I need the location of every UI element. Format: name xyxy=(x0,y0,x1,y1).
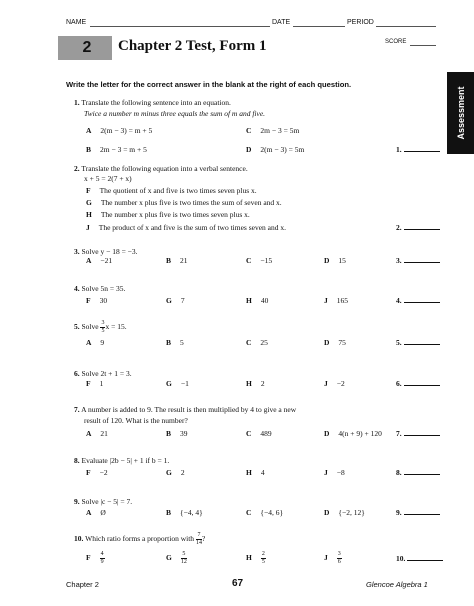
option-H[interactable]: H 4 xyxy=(246,468,265,477)
option-C[interactable]: C {−4, 6} xyxy=(246,508,284,517)
option-B[interactable]: B 21 xyxy=(166,256,188,265)
option-A[interactable]: A −21 xyxy=(86,256,113,265)
footer-book: Glencoe Algebra 1 xyxy=(366,580,428,589)
page-title: Chapter 2 Test, Form 1 xyxy=(118,38,267,54)
question-number: 1. xyxy=(74,98,80,107)
instructions: Write the letter for the correct answer in the blank at the right of each question. xyxy=(66,80,352,89)
answer-blank-8[interactable]: 8. xyxy=(396,468,440,477)
answer-blank-5[interactable]: 5. xyxy=(396,338,440,347)
answer-blank-6[interactable]: 6. xyxy=(396,379,440,388)
option-G[interactable]: G $\frac{5}{12}$ xyxy=(166,551,187,565)
answer-blank-2[interactable]: 2. xyxy=(396,223,440,232)
question-8: 8. Evaluate |2b − 5| + 1 if b = 1. xyxy=(74,456,170,465)
fraction: $\frac{3}{5}$ xyxy=(101,320,105,334)
option-B[interactable]: B 2m − 3 = m + 5 xyxy=(86,145,147,154)
option-J[interactable]: J $\frac{3}{6}$ xyxy=(324,551,341,565)
side-tab-label: Assessment xyxy=(455,86,466,140)
answer-blank-7[interactable]: 7. xyxy=(396,429,440,438)
option-J[interactable]: J −2 xyxy=(324,379,345,388)
option-F[interactable]: F $\frac{4}{9}$ xyxy=(86,551,104,565)
fraction: $\frac{7}{14}$ xyxy=(195,532,202,546)
option-D[interactable]: D 2(m − 3) = 5m xyxy=(246,145,305,154)
date-field[interactable] xyxy=(293,26,345,27)
question-1 xyxy=(74,98,231,107)
option-B[interactable]: B 39 xyxy=(166,429,188,438)
question-1-subtext: Twice a number m minus three equals the sum of m and five. xyxy=(84,109,266,118)
question-7-line2: result of 120. What is the number? xyxy=(84,416,188,425)
question-5: 5. Solve $\frac{3}{5}$ x = 15. xyxy=(74,320,127,334)
question-2: 2. Translate the following equation into a verbal sentence. xyxy=(74,164,248,173)
question-9: 9. Solve |c − 5| = 7. xyxy=(74,497,133,506)
answer-blank-3[interactable]: 3. xyxy=(396,256,440,265)
option-G[interactable]: G 7 xyxy=(166,296,185,305)
name-field[interactable] xyxy=(90,26,270,27)
option-B[interactable]: B {−4, 4} xyxy=(166,508,203,517)
question-2-equation: x + 5 = 2(7 + x) xyxy=(84,174,132,183)
chapter-number: 2 xyxy=(82,39,92,56)
question-6: 6. Solve 2t + 1 = 3. xyxy=(74,369,132,378)
question-3: 3. Solve y − 18 = −3. xyxy=(74,247,138,256)
answer-blank-10[interactable]: 10. xyxy=(396,554,443,563)
option-G[interactable]: G −1 xyxy=(166,379,189,388)
period-label: PERIOD xyxy=(347,19,374,26)
option-G[interactable]: G 2 xyxy=(166,468,185,477)
score-label: SCORE xyxy=(385,39,407,45)
score-field[interactable] xyxy=(410,45,436,46)
option-J[interactable]: J The product of x and five is the sum of two times seven and x. xyxy=(86,223,287,232)
option-J[interactable]: J 165 xyxy=(324,296,348,305)
name-label: NAME xyxy=(66,19,87,26)
option-C[interactable]: C 2m − 3 = 5m xyxy=(246,126,300,135)
page-number: 67 xyxy=(232,578,244,589)
option-H[interactable]: H 2 xyxy=(246,379,265,388)
option-D[interactable]: D 4(n + 9) + 120 xyxy=(324,429,382,438)
option-A[interactable]: A 21 xyxy=(86,429,108,438)
option-C[interactable]: C 25 xyxy=(246,338,268,347)
option-A[interactable]: A Ø xyxy=(86,508,106,517)
option-H[interactable]: H 40 xyxy=(246,296,269,305)
question-text: Translate the following sentence into an equation. xyxy=(81,98,231,107)
answer-blank-1[interactable]: 1. xyxy=(396,145,440,154)
option-F[interactable]: F The quotient of x and five is two times seven plus x. xyxy=(86,186,257,195)
option-H[interactable]: H $\frac{2}{5}$ xyxy=(246,551,265,565)
question-7: 7. A number is added to 9. The result is then multiplied by 4 to give a new xyxy=(74,405,297,414)
question-4: 4. Solve 5n = 35. xyxy=(74,284,126,293)
footer-chapter: Chapter 2 xyxy=(66,580,99,589)
answer-blank-9[interactable]: 9. xyxy=(396,508,440,517)
answer-blank-4[interactable]: 4. xyxy=(396,296,440,305)
assessment-side-tab xyxy=(447,72,474,154)
option-D[interactable]: D 15 xyxy=(324,256,346,265)
option-F[interactable]: F 1 xyxy=(86,379,104,388)
option-H[interactable]: H The number x plus five is two times seven plus x. xyxy=(86,210,250,219)
option-A[interactable]: A 9 xyxy=(86,338,105,347)
option-D[interactable]: D {−2, 12} xyxy=(324,508,365,517)
option-C[interactable]: C −15 xyxy=(246,256,273,265)
option-A[interactable]: A 2(m − 3) = m + 5 xyxy=(86,126,153,135)
option-C[interactable]: C 489 xyxy=(246,429,272,438)
option-F[interactable]: F −2 xyxy=(86,468,108,477)
option-B[interactable]: B 5 xyxy=(166,338,184,347)
option-D[interactable]: D 75 xyxy=(324,338,346,347)
option-J[interactable]: J −8 xyxy=(324,468,345,477)
date-label: DATE xyxy=(272,19,291,26)
period-field[interactable] xyxy=(376,26,436,27)
option-F[interactable]: F 30 xyxy=(86,296,108,305)
option-G[interactable]: G The number x plus five is two times the sum of seven and x. xyxy=(86,198,282,207)
question-10: 10. Which ratio forms a proportion with $\frac{7}{14}$ ? xyxy=(74,532,206,546)
